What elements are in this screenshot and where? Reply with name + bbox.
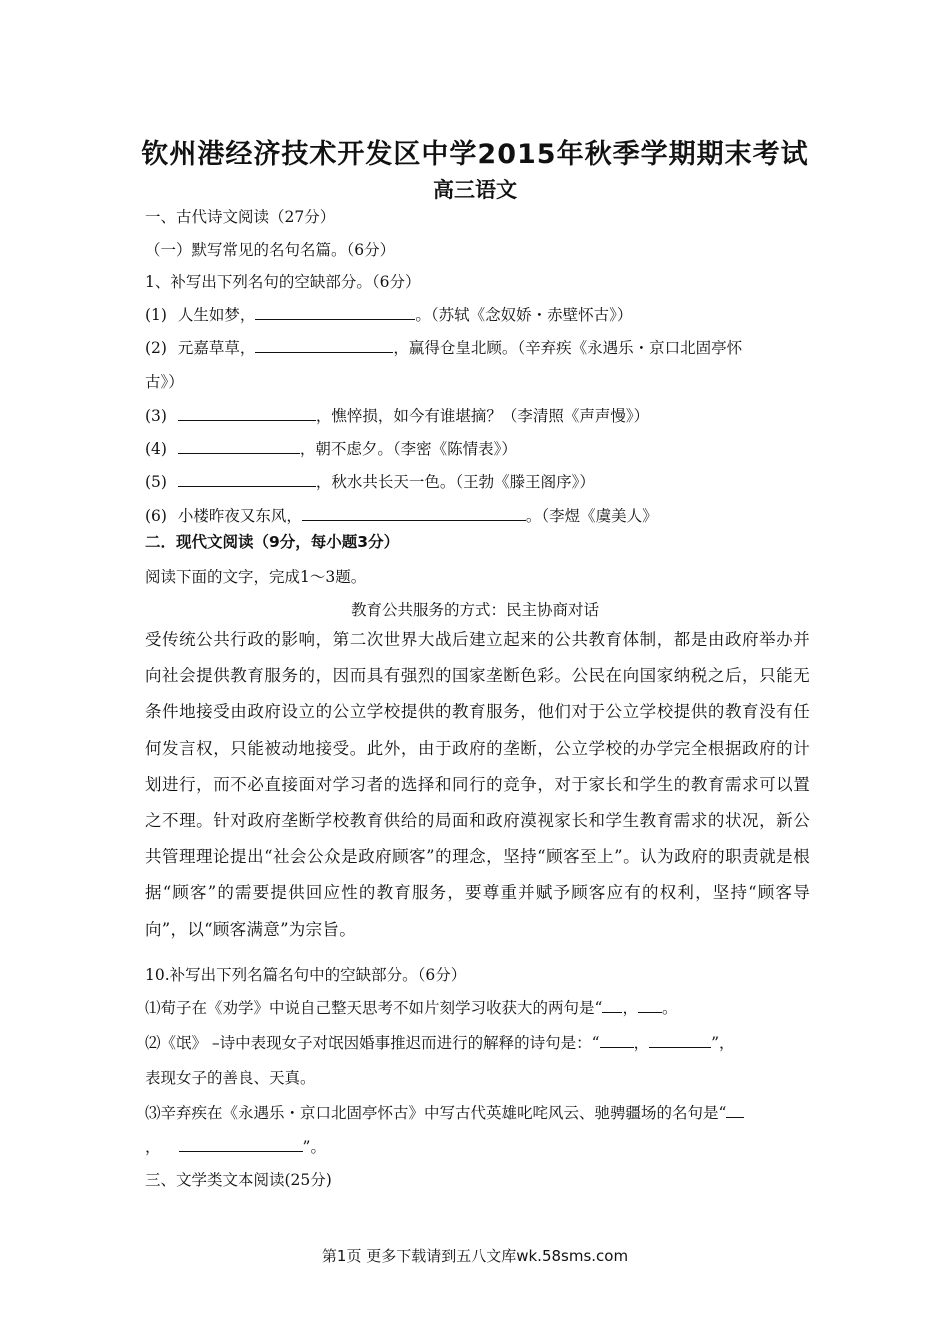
answer-blank[interactable] (726, 1101, 744, 1118)
q10-line-3 (145, 1101, 815, 1123)
answer-blank[interactable] (255, 336, 393, 353)
item-number: (3) (145, 407, 167, 425)
item-text: 。（李煜《虞美人》 (525, 507, 658, 525)
answer-blank[interactable] (602, 996, 622, 1013)
q10-line-2 (145, 1031, 815, 1053)
q10-line-3-wrap (145, 1135, 815, 1157)
q10-text: ”， (711, 1034, 735, 1052)
q10-line-1 (145, 996, 815, 1018)
q1-item-2 (145, 336, 815, 358)
item-number: (5) (145, 473, 167, 491)
section1-heading: 一、古代诗文阅读（27分） (145, 208, 336, 226)
article-body: 受传统公共行政的影响，第二次世界大战后建立起来的公共教育体制，都是由政府举办并向社会提供教育服务的，因而具有强烈的国家垄断色彩。公民在向国家纳税之后，只能无条件地接受由政府设立的公立学校提供的教育服务，他们对于公立学校提供的教育没有任何发言权，只能被动地接受。此外，由于政府的垄断，公立学校的办学完全根据政府的计划进行，而不必直接面对学习者的选择和同行的竞争，对于家长和学生的教育需求可以置之不理。针对政府垄断学校教育供给的局面和政府漠视家长和学生教育需求的状况，新公共管理理论提出“社会公众是政府顾客”的理念，坚持“顾客至上”。认为政府的职责就是根据“顾客”的需要提供回应性的教育服务，要尊重并赋予顾客应有的权利，坚持“顾客导向”，以“顾客满意”为宗旨。 (145, 630, 810, 939)
q10-text: ”。 (302, 1138, 326, 1156)
q10-text: ⑴荀子在《劝学》中说自己整天思考不如片刻学习收获大的两句是“ (145, 999, 603, 1017)
answer-blank[interactable] (600, 1031, 634, 1048)
item-text: 人生如梦， (177, 306, 256, 324)
answer-blank[interactable] (178, 404, 316, 421)
q1-item-2-wrap: 古》） (145, 373, 184, 391)
answer-blank[interactable] (178, 437, 300, 454)
section1-subheading: （一）默写常见的名句名篇。（6分） (145, 241, 396, 259)
item-text: 元嘉草草， (177, 339, 256, 357)
q1-item-1 (145, 303, 815, 325)
item-text: ，秋水共长天一色。（王勃《滕王阁序》） (315, 473, 595, 491)
q1-item-6 (145, 504, 815, 526)
answer-blank[interactable] (302, 504, 526, 521)
exam-title: 钦州港经济技术开发区中学2015年秋季学期期末考试 (141, 139, 809, 170)
answer-blank[interactable] (638, 996, 662, 1013)
article-title: 教育公共服务的方式：民主协商对话 (350, 601, 599, 619)
item-text: ，憔悴损，如今有谁堪摘？（李清照《声声慢》） (315, 407, 650, 425)
q10-text: ⑵《氓》 –诗中表现女子对氓因婚事推迟而进行的解释的诗句是：“ (145, 1034, 600, 1052)
item-number: (6) (145, 507, 167, 525)
item-number: (4) (145, 440, 167, 458)
item-number: (1) (145, 306, 167, 324)
answer-blank[interactable] (649, 1031, 711, 1048)
q1-item-3 (145, 404, 815, 426)
section3-heading: 三、文学类文本阅读(25分) (145, 1171, 332, 1189)
answer-blank[interactable] (179, 1135, 303, 1152)
section2-instruction: 阅读下面的文字，完成1～3题。 (145, 568, 367, 586)
q1-item-5 (145, 470, 815, 492)
item-text: 小楼昨夜又东风， (177, 507, 302, 525)
q10-line-2-wrap: 表现女子的善良、天真。 (145, 1069, 316, 1087)
section2-heading: 二．现代文阅读（9分，每小题3分） (145, 533, 400, 551)
item-text: ，赢得仓皇北顾。（辛弃疾《永遇乐・京口北固亭怀 (393, 339, 743, 357)
answer-blank[interactable] (178, 470, 316, 487)
item-text: 。（苏轼《念奴娇・赤壁怀古》） (415, 306, 633, 324)
q1-heading: 1、补写出下列名句的空缺部分。（6分） (145, 273, 421, 291)
q10-heading: 10.补写出下列名篇名句中的空缺部分。（6分） (145, 966, 467, 984)
item-text: ，朝不虑夕。（李密《陈情表》） (299, 440, 517, 458)
exam-subtitle: 高三语文 (433, 178, 517, 202)
q10-text: 。 (661, 999, 678, 1017)
q10-text: ， (145, 1138, 161, 1156)
page-footer: 第1页 更多下载请到五八文库wk.58sms.com (321, 1247, 629, 1265)
item-number: (2) (145, 339, 167, 357)
q1-item-4 (145, 437, 815, 459)
q10-text: ， (622, 999, 638, 1017)
q10-text: ， (633, 1034, 650, 1052)
answer-blank[interactable] (255, 303, 415, 320)
q10-text: ⑶辛弃疾在《永遇乐・京口北固亭怀古》中写古代英雄叱咤风云、驰骋疆场的名句是“ (145, 1104, 727, 1122)
